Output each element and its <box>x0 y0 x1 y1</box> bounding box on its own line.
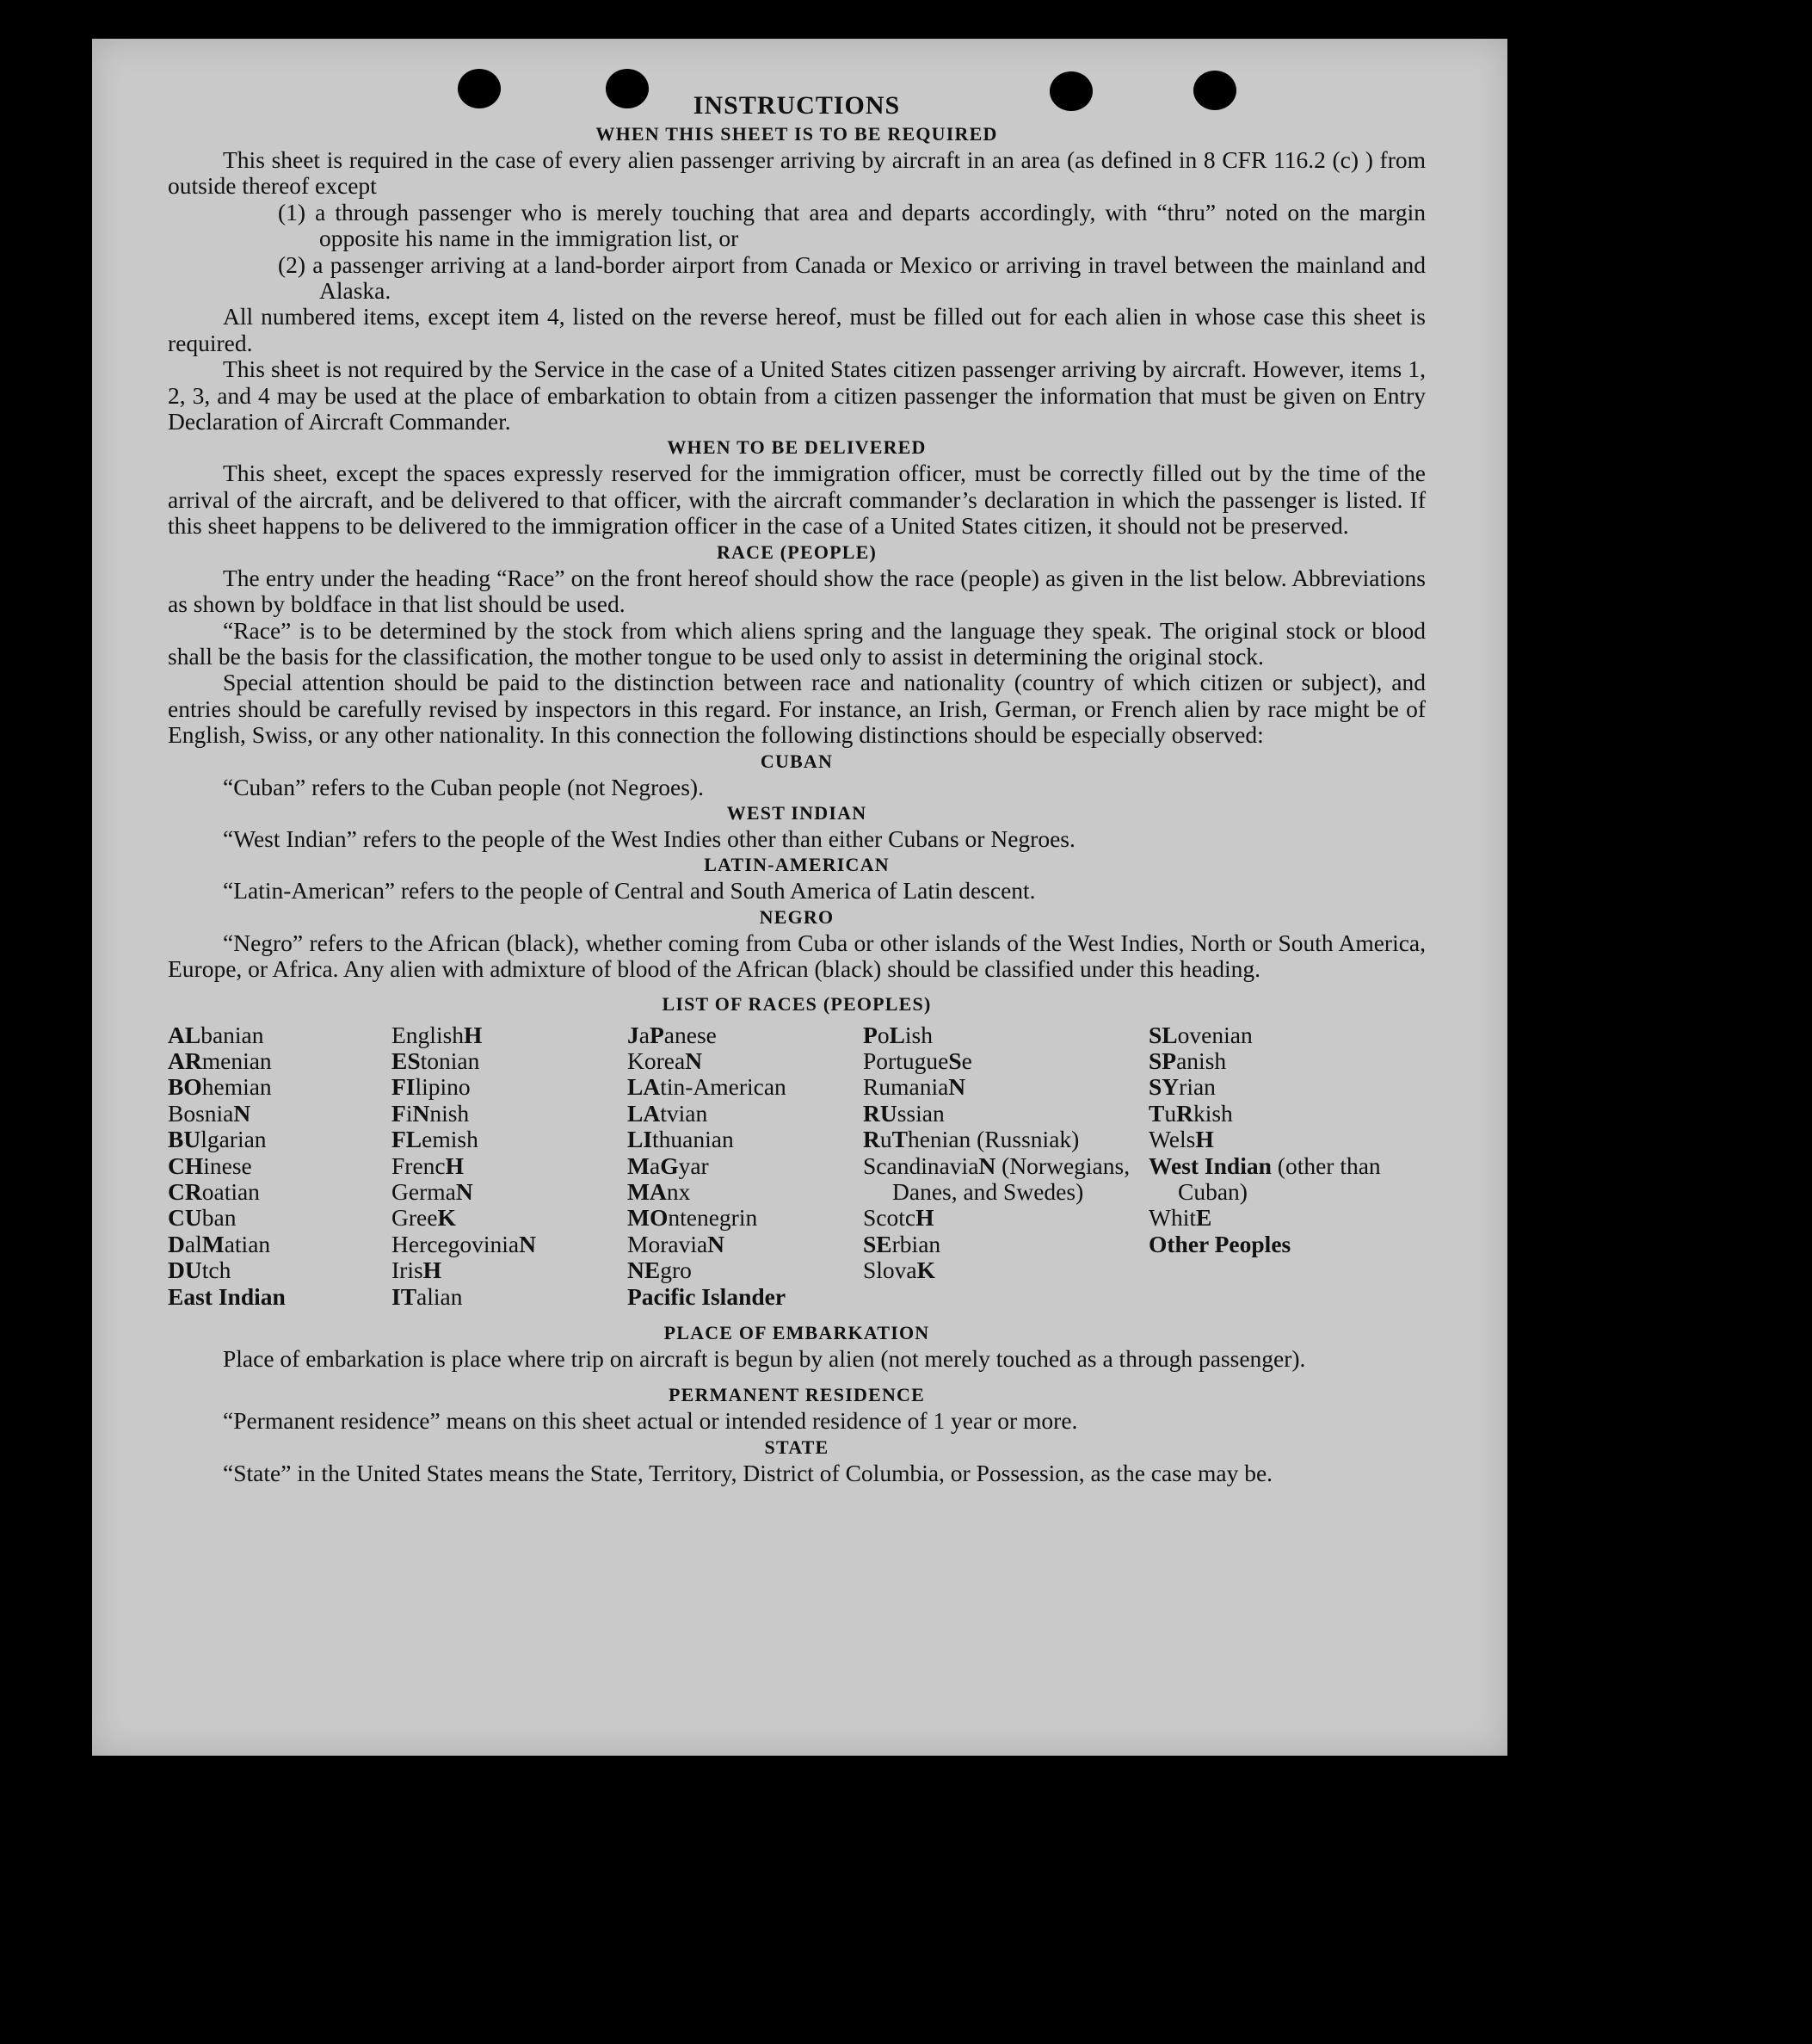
instruction-sheet <box>92 39 1507 1756</box>
race-entry <box>391 1101 627 1127</box>
section-heading: PLACE OF EMBARKATION <box>663 1322 930 1344</box>
race-column <box>863 1022 1149 1310</box>
race-text: hemian <box>201 1073 272 1101</box>
race-abbreviation: K <box>916 1257 936 1284</box>
race-abbreviation: H <box>915 1204 934 1232</box>
race-text: Bosnia <box>168 1099 234 1127</box>
race-text: Korea <box>627 1047 686 1074</box>
race-entry <box>391 1257 627 1283</box>
race-text: Hercegovinia <box>391 1230 520 1257</box>
race-text: Portugue <box>863 1047 949 1074</box>
paragraph: The entry under the heading “Race” on the front hereof should show the race (people) as given in the list below. Abbreviations as shown by boldface in that list should be used. <box>168 564 1426 618</box>
race-entry <box>627 1232 863 1257</box>
race-abbreviation: S <box>948 1047 962 1074</box>
race-abbreviation: FL <box>391 1126 422 1153</box>
race-text: tch <box>201 1257 231 1284</box>
race-text: a <box>649 1152 661 1179</box>
race-text: Iris <box>391 1257 423 1284</box>
race-text: Wels <box>1149 1126 1196 1153</box>
paragraph: Place of embarkation is place where trip on aircraft is begun by alien (not merely touched as a through passenger). <box>223 1345 1306 1373</box>
race-column <box>627 1022 863 1310</box>
paragraph: “Cuban” refers to the Cuban people (not Negroes). <box>223 773 704 800</box>
race-entry <box>863 1232 1149 1257</box>
race-text: i <box>405 1099 413 1127</box>
race-abbreviation: ES <box>391 1047 421 1074</box>
race-abbreviation: MO <box>627 1204 669 1232</box>
race-abbreviation: LI <box>627 1126 653 1153</box>
section-state <box>168 1435 1426 1486</box>
race-abbreviation: T <box>1149 1099 1165 1127</box>
race-entry <box>391 1179 627 1205</box>
race-entry <box>391 1153 627 1179</box>
race-text: ban <box>201 1204 237 1232</box>
race-text: ntenegrin <box>668 1204 758 1232</box>
race-entry <box>627 1048 863 1074</box>
race-entry <box>168 1074 391 1100</box>
race-text: ssian <box>897 1099 945 1127</box>
race-text: Rumania <box>863 1073 949 1101</box>
race-abbreviation: CR <box>168 1178 202 1205</box>
race-entry <box>168 1232 391 1257</box>
paragraph: “Permanent residence” means on this sheet actual or intended residence of 1 year or more. <box>223 1407 1078 1435</box>
race-text: Scotc <box>863 1204 916 1232</box>
race-abbreviation: H <box>1195 1126 1214 1153</box>
race-entry <box>863 1153 1149 1206</box>
section-heading: PERMANENT RESIDENCE <box>668 1384 926 1406</box>
race-abbreviation: RU <box>863 1099 897 1127</box>
race-entry <box>627 1284 863 1310</box>
race-text: Slova <box>863 1257 917 1284</box>
race-entry <box>391 1074 627 1100</box>
race-text: lgarian <box>200 1126 267 1153</box>
race-entry <box>1149 1048 1426 1074</box>
race-entry <box>391 1127 627 1152</box>
race-text: banian <box>200 1021 264 1048</box>
exception-item: (2) a passenger arriving at a land-border airport from Canada or Mexico or arriving in travel between the mainland and Alaska. <box>278 250 1426 305</box>
race-entry <box>391 1232 627 1257</box>
race-abbreviation: H <box>464 1021 483 1048</box>
race-abbreviation: LA <box>627 1099 661 1127</box>
race-abbreviation: Other Peoples <box>1149 1230 1291 1257</box>
sheet-content <box>168 90 1426 1486</box>
race-abbreviation: N <box>685 1047 703 1074</box>
section-race-list <box>168 991 1426 1310</box>
paragraph: “State” in the United States means the State, Territory, District of Columbia, or Possession, as the case may be. <box>223 1459 1273 1486</box>
race-entry <box>1149 1022 1426 1048</box>
race-abbreviation: LA <box>627 1073 661 1101</box>
race-text: al <box>184 1230 202 1257</box>
race-entry <box>863 1127 1149 1152</box>
race-text: ish <box>904 1021 933 1048</box>
race-abbreviation: M <box>627 1152 650 1179</box>
race-abbreviation: K <box>437 1204 456 1232</box>
exception-item: (1) a through passenger who is merely touching that area and departs accordingly, with “thru” noted on the margin opposite his name in the immigration list, or <box>278 198 1426 252</box>
race-text: alian <box>416 1282 463 1310</box>
race-abbreviation: AL <box>168 1021 201 1048</box>
paragraph: All numbered items, except item 4, listed on the reverse hereof, must be filled out for each alien in whose case this sheet is required. <box>168 303 1426 356</box>
race-abbreviation: H <box>422 1257 442 1284</box>
race-abbreviation: FI <box>391 1073 416 1101</box>
race-entry <box>168 1257 391 1283</box>
section-embarkation <box>168 1320 1426 1372</box>
race-text: a <box>638 1021 650 1048</box>
race-text: oatian <box>201 1178 260 1205</box>
race-entry <box>627 1205 863 1231</box>
page-title: INSTRUCTIONS <box>693 91 901 120</box>
race-entry <box>863 1048 1149 1074</box>
race-abbreviation: M <box>201 1230 225 1257</box>
race-abbreviation: IT <box>391 1282 417 1310</box>
race-abbreviation: SE <box>863 1230 892 1257</box>
race-text: tin-American <box>660 1073 786 1101</box>
race-abbreviation: CH <box>168 1152 204 1179</box>
section-heading: LATIN-AMERICAN <box>704 854 890 876</box>
race-entry <box>863 1022 1149 1048</box>
race-text: gro <box>660 1257 692 1284</box>
paragraph: Special attention should be paid to the distinction between race and nationality (country of which citizen or subject), and entries should be carefully revised by inspectors in this regard. For instance, an Irish, German, or French alien by race might be of English, Swiss, or any other nationality. In this connection the following distinctions should be especially observed: <box>168 669 1426 749</box>
race-list <box>168 1022 1426 1310</box>
race-abbreviation: NE <box>627 1257 661 1284</box>
race-entry <box>391 1048 627 1074</box>
section-west-indian <box>168 800 1426 852</box>
race-abbreviation: F <box>391 1099 406 1127</box>
race-text: rian <box>1179 1073 1216 1101</box>
race-text: tvian <box>660 1099 708 1127</box>
paragraph: “Latin-American” refers to the people of Central and South America of Latin descent. <box>223 877 1036 905</box>
race-abbreviation: AR <box>168 1047 202 1074</box>
race-text: atian <box>224 1230 271 1257</box>
paragraph: “Race” is to be determined by the stock from which aliens spring and the language they speak. The original stock or blood shall be the basis for the classification, the mother tongue to be used only to assist in determining the original stock. <box>168 616 1426 670</box>
race-text: Moravia <box>627 1230 708 1257</box>
race-abbreviation: SP <box>1149 1047 1177 1074</box>
race-abbreviation: CU <box>168 1204 202 1232</box>
race-text: tonian <box>420 1047 480 1074</box>
race-abbreviation: P <box>649 1021 664 1048</box>
paragraph: This sheet, except the spaces expressly reserved for the immigration officer, must be correctly filled out by the time of the arrival of the aircraft, and be delivered to that officer, with the aircraft commander’s declaration in which the passenger is listed. If this sheet happens to be delivered to the immigration officer in the case of a United States citizen, it should not be preserved. <box>168 460 1426 540</box>
race-text: anish <box>1176 1047 1227 1074</box>
race-entry <box>1149 1153 1426 1206</box>
race-text: nish <box>429 1099 470 1127</box>
race-entry <box>168 1022 391 1048</box>
race-text: u <box>879 1126 892 1153</box>
race-entry <box>863 1074 1149 1100</box>
race-abbreviation: N <box>519 1230 536 1257</box>
race-entry <box>627 1127 863 1152</box>
race-text: henian (Russniak) <box>907 1126 1080 1153</box>
race-text: (other than Cuban) <box>1178 1152 1381 1205</box>
race-entry <box>168 1205 391 1231</box>
race-abbreviation: N <box>455 1178 473 1205</box>
race-list-heading: LIST OF RACES (PEOPLES) <box>662 992 932 1015</box>
race-text: inese <box>203 1152 252 1179</box>
race-entry <box>168 1127 391 1152</box>
race-text: yar <box>678 1152 709 1179</box>
section-race <box>168 540 1426 749</box>
race-entry <box>168 1179 391 1205</box>
race-entry <box>168 1284 391 1310</box>
section-heading: CUBAN <box>760 750 834 772</box>
section-heading: WEST INDIAN <box>726 801 867 824</box>
race-entry <box>627 1074 863 1100</box>
race-text: Gree <box>391 1204 438 1232</box>
section-delivered <box>168 435 1426 539</box>
race-abbreviation: N <box>412 1099 430 1127</box>
race-entry <box>391 1284 627 1310</box>
race-abbreviation: H <box>445 1152 465 1179</box>
race-entry <box>863 1257 1149 1283</box>
race-entry <box>168 1153 391 1179</box>
race-entry <box>1149 1101 1426 1127</box>
section-heading: RACE (PEOPLE) <box>716 540 878 563</box>
race-abbreviation: N <box>707 1230 725 1257</box>
race-text: anese <box>663 1021 717 1048</box>
race-abbreviation: Pacific Islander <box>627 1282 786 1310</box>
race-abbreviation: N <box>233 1099 251 1127</box>
section-heading: NEGRO <box>759 905 835 928</box>
race-abbreviation: N <box>948 1073 966 1101</box>
paragraph: “West Indian” refers to the people of the West Indies other than either Cubans or Negroes. <box>223 824 1075 852</box>
race-entry <box>863 1205 1149 1231</box>
race-abbreviation: R <box>863 1126 880 1153</box>
race-entry <box>1149 1205 1426 1231</box>
paragraph: This sheet is required in the case of every alien passenger arriving by aircraft in an area (as defined in 8 CFR 116.2 (c) ) from outside thereof except <box>168 146 1426 200</box>
race-abbreviation: D <box>168 1230 185 1257</box>
section-cuban <box>168 749 1426 800</box>
race-abbreviation: SL <box>1149 1021 1178 1048</box>
section-required <box>168 121 1426 435</box>
race-column <box>391 1022 627 1310</box>
race-text: Whit <box>1149 1204 1196 1232</box>
race-abbreviation: MA <box>627 1178 667 1205</box>
race-abbreviation: G <box>660 1152 679 1179</box>
race-abbreviation: R <box>1176 1099 1193 1127</box>
race-entry <box>627 1179 863 1205</box>
race-text: emish <box>422 1126 478 1153</box>
race-text: o <box>877 1021 890 1048</box>
race-entry <box>168 1048 391 1074</box>
race-text: nx <box>666 1178 691 1205</box>
race-entry <box>168 1101 391 1127</box>
section-permanent-residence <box>168 1382 1426 1434</box>
section-heading: WHEN THIS SHEET IS TO BE REQUIRED <box>595 123 998 145</box>
race-entry <box>863 1101 1149 1127</box>
section-heading: WHEN TO BE DELIVERED <box>667 436 927 459</box>
race-text: English <box>391 1021 465 1048</box>
race-text: u <box>1164 1099 1177 1127</box>
race-abbreviation: DU <box>168 1257 202 1284</box>
race-abbreviation: E <box>1196 1204 1212 1232</box>
race-abbreviation: East Indian <box>168 1282 286 1310</box>
race-text: Frenc <box>391 1152 446 1179</box>
race-entry <box>391 1205 627 1231</box>
race-text: menian <box>201 1047 272 1074</box>
race-abbreviation: BU <box>168 1126 201 1153</box>
race-text: (Norwegians, Danes, and Swedes) <box>892 1152 1131 1205</box>
race-abbreviation: SY <box>1149 1073 1180 1101</box>
race-entry <box>627 1101 863 1127</box>
race-abbreviation: L <box>889 1021 905 1048</box>
race-text: thuanian <box>652 1126 734 1153</box>
race-abbreviation: N <box>978 1152 996 1179</box>
race-entry <box>627 1257 863 1283</box>
race-text: Germa <box>391 1178 456 1205</box>
race-abbreviation: P <box>863 1021 878 1048</box>
race-entry <box>391 1022 627 1048</box>
race-text: lipino <box>415 1073 471 1101</box>
race-abbreviation: J <box>627 1021 639 1048</box>
race-column <box>168 1022 391 1310</box>
race-text: rbian <box>891 1230 941 1257</box>
race-entry <box>627 1022 863 1048</box>
race-abbreviation: BO <box>168 1073 202 1101</box>
race-column <box>1149 1022 1426 1310</box>
race-text: ovenian <box>1177 1021 1253 1048</box>
race-abbreviation: West Indian <box>1149 1152 1272 1179</box>
paragraph: This sheet is not required by the Service in the case of a United States citizen passenger arriving by aircraft. However, items 1, 2, 3, and 4 may be used at the place of embarkation to obtain from a citizen passenger the information that must be given on Entry Declaration of Aircraft Commander. <box>168 355 1426 435</box>
section-latin-american <box>168 852 1426 904</box>
race-text: kish <box>1193 1099 1233 1127</box>
paragraph: “Negro” refers to the African (black), whether coming from Cuba or other islands of the West Indies, North or South America, Europe, or Africa. Any alien with admixture of blood of the African (black) should be classified under this heading. <box>168 929 1426 983</box>
race-abbreviation: T <box>891 1126 908 1153</box>
race-text: Scandinavia <box>863 1152 979 1179</box>
section-heading: STATE <box>764 1436 829 1458</box>
race-entry <box>1149 1232 1426 1257</box>
section-negro <box>168 905 1426 983</box>
race-text: e <box>961 1047 972 1074</box>
race-entry <box>1149 1127 1426 1152</box>
race-entry <box>627 1153 863 1179</box>
race-entry <box>1149 1074 1426 1100</box>
